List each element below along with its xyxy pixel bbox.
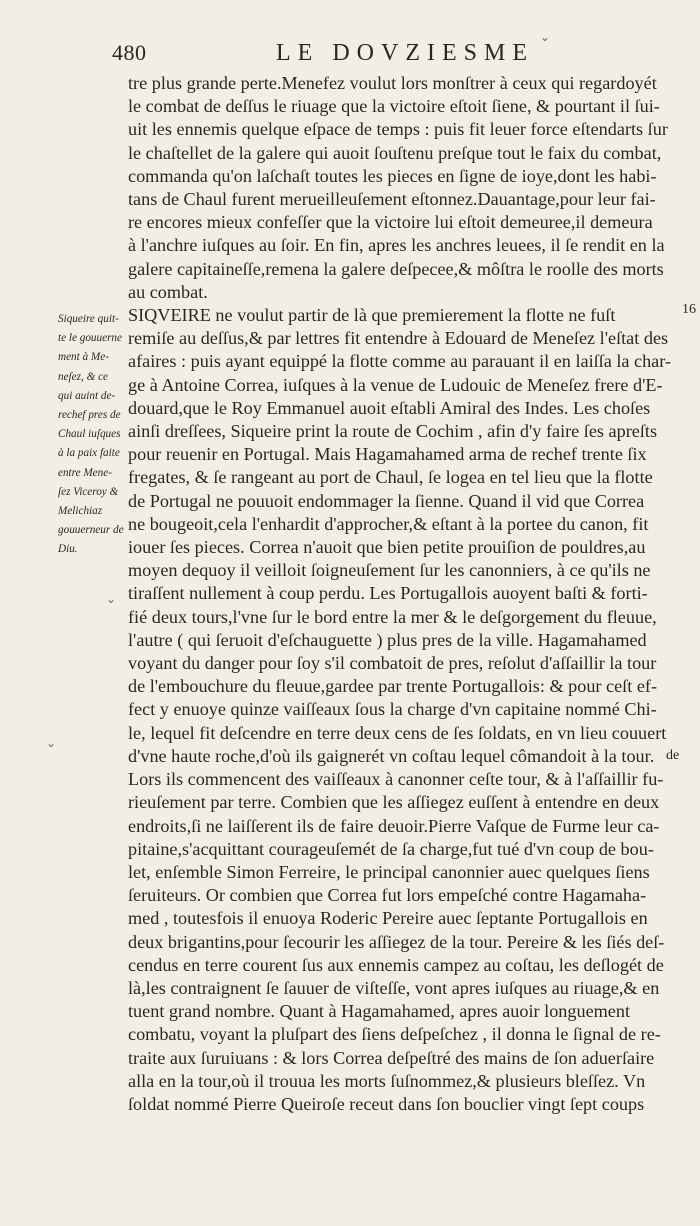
text-line: ge à Antoine Correa, iuſques à la venue de Ludouic de Meneſez frere d'E- xyxy=(128,374,663,395)
text-line: tans de Chaul furent merueilleuſement eſtonnez.Dauantage,pour leur fai- xyxy=(128,189,656,210)
text-line: remiſe au deſſus,& par lettres fit entendre à Edouard de Meneſez l'eſtat des xyxy=(128,328,669,349)
text-line: ne bougeoit,cela l'enhardit d'approcher,& eſtant à la portee du canon, fit xyxy=(128,513,649,534)
text-line: de l'embouchure du fleuue,gardee par trente Portugallois: & pour ceſt ef- xyxy=(128,676,658,697)
text-line: tuent grand nombre. Quant à Hagamahamed, apres auoir longuement xyxy=(128,1001,631,1022)
marginal-line: gouuerneur de xyxy=(58,524,124,537)
text-line: Lors ils commencent des vaiſſeaux à canonner ceſte tour, & à l'aſſaillir fu- xyxy=(128,769,664,790)
text-line: ainſi dreſſees, Siqueire print la route de Cochim , afin d'y faire ſes apreſts xyxy=(128,421,658,442)
text-line: endroits,ſi ne laiſſerent ils de faire deuoir.Pierre Vaſque de Furme leur ca- xyxy=(128,815,660,836)
text-line: re encores mieux confeſſer que la victoire lui eſtoit demeuree,il demeura xyxy=(128,212,653,233)
text-line: rieuſement par terre. Combien que les aſſiegez euſſent à entendre en deux xyxy=(128,792,660,813)
text-line: pour reuenir en Portugal. Mais Hagamahamed arma de rechef trente ſix xyxy=(128,444,647,465)
text-line: moyen dequoy il veilloit ſoigneuſement ſur les canonniers, à ce qu'ils ne xyxy=(128,560,651,581)
text-line: le combat de deſſus le riuage que la victoire eſtoit ſiene, & pourtant il ſui- xyxy=(128,96,660,117)
marginal-line: Diu. xyxy=(58,543,78,556)
text-line: iouer ſes pieces. Correa n'auoit que bien petite prouiſion de pouldres,au xyxy=(128,537,646,558)
text-line: le, lequel fit deſcendre en terre deux cens de ſes ſoldats, en vn lieu couuert xyxy=(128,722,667,743)
text-line: d'vne haute roche,d'où ils gaignerét vn coſtau lequel cômandoit à la tour. xyxy=(128,745,655,766)
text-line: fregates, & ſe rangeant au port de Chaul, ſe logea en tel lieu que la flotte xyxy=(128,467,653,488)
text-line: deux brigantins,pour ſecourir les aſſiegez de la tour. Pereire & les ſiés deſ- xyxy=(128,931,665,952)
text-line: à l'anchre iuſques au ſoir. En fin, apres les anchres leuees, il ſe rendit en la xyxy=(128,235,665,256)
margin-mark: ⌄ xyxy=(46,736,57,750)
margin-mark: ⌄ xyxy=(106,592,117,606)
text-line: SIQVEIRE ne voulut partir de là que premierement la flotte ne fuſt xyxy=(128,305,616,326)
marginal-line: ſez Viceroy & xyxy=(58,485,119,498)
text-line: traite aux ſuruiuans : & lors Correa deſpeſtré des mains de ſon aduerſaire xyxy=(128,1047,655,1068)
marginal-line: Siqueire quit- xyxy=(58,313,119,325)
text-line: alla en la tour,où il trouua les morts ſuſnommez,& plusieurs bleſſez. Vn xyxy=(128,1070,646,1091)
body-text xyxy=(128,72,684,1116)
text-line: let, enſemble Simon Ferreire, le principal canonnier auec quelques ſiens xyxy=(128,861,650,882)
text-line: fié deux tours,l'vne ſur le bord entre la mer & le deſgorgement du fleuue, xyxy=(128,606,657,627)
text-line: galere capitaineſſe,remena la galere deſpecee,& môſtra le roolle des morts xyxy=(128,258,664,279)
text-line: cendus en terre courent ſus aux ennemis campez au coſtau, les deſlogét de xyxy=(128,954,664,975)
text-line: le chaſtellet de la galere qui auoit ſouſtenu preſque tout le faix du combat, xyxy=(128,142,662,163)
text-line: combatu, voyant la pluſpart des ſiens deſpeſchez , il donna le ſignal de re- xyxy=(128,1024,661,1045)
catchword: de xyxy=(666,748,680,763)
text-line: ſoldat nommé Pierre Queiroſe receut dans ſon bouclier vingt ſept coups xyxy=(128,1093,645,1114)
marginal-line: Chaul iuſques xyxy=(58,428,121,441)
text-line: uit les ennemis quelque eſpace de temps : puis fit leuer force eſtendarts ſur xyxy=(128,119,668,140)
marginal-line: Melichiaz xyxy=(58,505,103,518)
text-line: med , toutesfois il enuoya Roderic Pereire auec ſeptante Portugallois en xyxy=(128,908,648,929)
text-line: tre plus grande perte.Menefez voulut lors monſtrer à ceux qui regardoyét xyxy=(128,73,657,93)
text-line: au combat. xyxy=(128,281,208,302)
text-line: ſeruiteurs. Or combien que Correa fut lors empeſché contre Hagamaha- xyxy=(128,885,647,906)
text-line: commanda qu'on laſchaſt toutes les pieces en ſigne de ioye,dont les habi- xyxy=(128,165,657,186)
text-line: pitaine,s'acquittant courageuſemét de ſa charge,fut tué d'vn coup de bou- xyxy=(128,838,654,859)
text-line: de Portugal ne pouuoit endommager la ſienne. Quand il vid que Correa xyxy=(128,490,645,511)
running-head: LE DOVZIESME xyxy=(276,40,534,66)
marginal-line: entre Mene- xyxy=(58,466,112,479)
text-line: fect y enuoye quinze vaiſſeaux ſous la charge d'vn capitaine nommé Chi- xyxy=(128,699,657,720)
margin-mark: ⌄ xyxy=(540,30,551,44)
page-number: 480 xyxy=(112,40,147,65)
text-line: afaires : puis ayant equippé la flotte comme au parauant il en laiſſa la char- xyxy=(128,351,672,372)
text-line: douard,que le Roy Emmanuel auoit eſtabli Amiral des Indes. Les choſes xyxy=(128,397,651,418)
page-header xyxy=(112,40,672,72)
marginal-line: te le gouuerne xyxy=(58,332,122,345)
text-line: l'autre ( qui ſeruoit d'eſchauguette ) plus pres de la ville. Hagamahamed xyxy=(128,629,647,650)
marginal-line: neſez, & ce xyxy=(58,370,109,383)
margin-number: 16 xyxy=(682,302,696,317)
text-line: voyant du danger pour ſoy s'il combatoit de pres, reſolut d'aſſaillir la tour xyxy=(128,653,657,674)
marginal-line: rechef pres de xyxy=(58,409,121,422)
marginal-line: ment à Me- xyxy=(58,351,109,364)
text-line: là,les contraignent ſe ſauuer de viſteſſe, vont apres iuſques au riuage,& en xyxy=(128,977,660,998)
text-line: tiraſſent nullement à coup perdu. Les Portugallois auoyent baſti & forti- xyxy=(128,583,648,604)
marginal-line: à la paix faite xyxy=(58,447,120,460)
marginal-note xyxy=(58,310,126,560)
marginal-line: qui auint de- xyxy=(58,389,116,402)
